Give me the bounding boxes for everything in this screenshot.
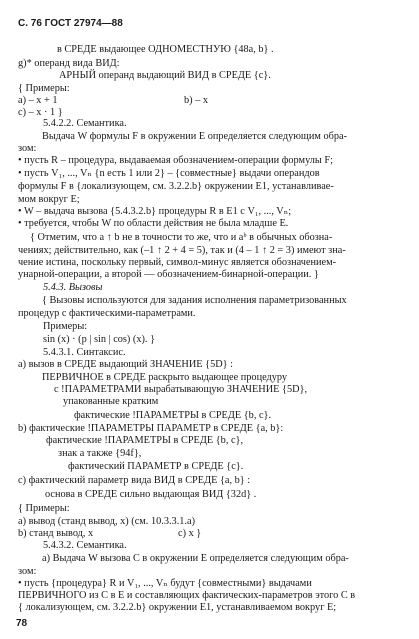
text-line: a) вывод (станд вывод, x) (см. 10.3.3.1.a) <box>18 516 195 527</box>
text-line: { Примеры: <box>18 83 70 95</box>
text-line: a) – x + 1 <box>18 94 58 106</box>
text-line: • пусть R – процедура, выдаваемая обозначением-операции формулы F; <box>18 155 333 167</box>
text-line: { локализующем, см. 3.2.2.b} окружении E1, устанавливаемом вокруг E; <box>18 602 337 613</box>
text-line: фактические !ПАРАМЕТРЫ в СРЕДЕ {b, c}. <box>74 409 272 421</box>
text-line: фактический ПАРАМЕТР в СРЕДЕ {c}. <box>68 460 244 472</box>
text-line: c) – x · 1 } <box>18 106 63 118</box>
page-header: С. 76 ГОСТ 27974—88 <box>18 18 123 29</box>
text-line: { Отметим, что a ↑ b не в точности то же, что и aᵇ в обычных обозна- <box>30 231 333 243</box>
text-line: g)* операнд вида ВИД: <box>18 58 120 69</box>
text-line: c) фактический параметр вида ВИД в СРЕДЕ {a, b} : <box>18 474 251 486</box>
text-line: зом: <box>18 565 37 577</box>
text-line: в СРЕДЕ выдающее ОДНОМЕСТНУЮ {48a, b} . <box>57 44 274 55</box>
text-line: c) x } <box>178 528 202 540</box>
text-line: { Примеры: <box>18 502 70 514</box>
text-line: мом вокруг E; <box>18 193 80 205</box>
text-line: Выдача W формулы F в окружении E определяется следующим обра- <box>42 130 347 142</box>
text-line: • W – выдача вызова {5.4.3.2.b} процедуры R в E1 с V₁, ..., Vₙ; <box>18 205 292 217</box>
text-line: чение истина, поскольку первый, символ-минус является обозначением- <box>18 257 337 269</box>
text-line: ПЕРВИЧНОЕ в СРЕДЕ раскрыто выдающее процедуру <box>42 372 288 384</box>
text-line: формулы F в {локализующем, см. 3.2.2.b} окружении E1, устанавливае- <box>18 181 334 193</box>
text-line: sin (x) · (p | sin | cos) (x). } <box>43 333 156 345</box>
text-line: с !ПАРАМЕТРАМИ вырабатывающую ЗНАЧЕНИЕ {5D}, <box>54 384 308 396</box>
text-line: Примеры: <box>43 320 88 332</box>
text-line: унарной-операции, а второй — обозначением-бинарной-операции. } <box>18 269 319 281</box>
text-line: b) – x <box>184 94 209 106</box>
text-line: a) вызов в СРЕДЕ выдающий ЗНАЧЕНИЕ {5D} : <box>18 359 234 370</box>
text-line: зом: <box>18 143 37 155</box>
text-line: знак а также {94f}, <box>58 447 142 459</box>
text-line: чениях; действительно, как (–1 ↑ 2 + 4 = 5), так и (4 – 1 ↑ 2 = 3) имеют зна- <box>18 245 346 256</box>
text-line: ПЕРВИЧНОГО из C в E и составляющих фактических-параметров этого C в <box>18 589 356 601</box>
text-line: упакованные кратким <box>63 396 159 408</box>
text-line: { Вызовы используются для задания исполнения параметризованных <box>42 294 347 306</box>
text-line: • пусть V₁, ..., Vₙ {n есть 1 или 2} – {совместные} выдачи операндов <box>18 168 320 180</box>
text-line: • пусть {процедура} R и V₁, ..., Vₙ будут {совместными} выдачами <box>18 577 312 589</box>
text-line: процедур с фактическими-параметрами. <box>18 307 196 319</box>
text-line: b) станд вывод, x <box>18 528 94 540</box>
section-heading: 5.4.3. Вызовы <box>43 282 103 294</box>
text-line: 5.4.2.2. Семантика. <box>43 117 127 129</box>
text-line: • требуется, чтобы W по области действия не была младше E. <box>18 217 289 229</box>
text-line: АРНЫЙ операнд выдающий ВИД в СРЕДЕ {c}. <box>59 70 271 82</box>
text-line: фактические !ПАРАМЕТРЫ в СРЕДЕ {b, c}, <box>46 434 244 446</box>
text-line: b) фактические !ПАРАМЕТРЫ ПАРАМЕТР в СРЕДЕ {a, b}: <box>18 422 284 434</box>
text-line: 5.4.3.2. Семантика. <box>43 540 127 552</box>
text-line: a) Выдача W вызова C в окружении E определяется следующим обра- <box>42 553 349 565</box>
text-line: 5.4.3.1. Синтаксис. <box>43 346 126 358</box>
text-line: основа в СРЕДЕ сильно выдающая ВИД {32d} . <box>45 488 257 500</box>
page-number: 78 <box>16 618 28 629</box>
